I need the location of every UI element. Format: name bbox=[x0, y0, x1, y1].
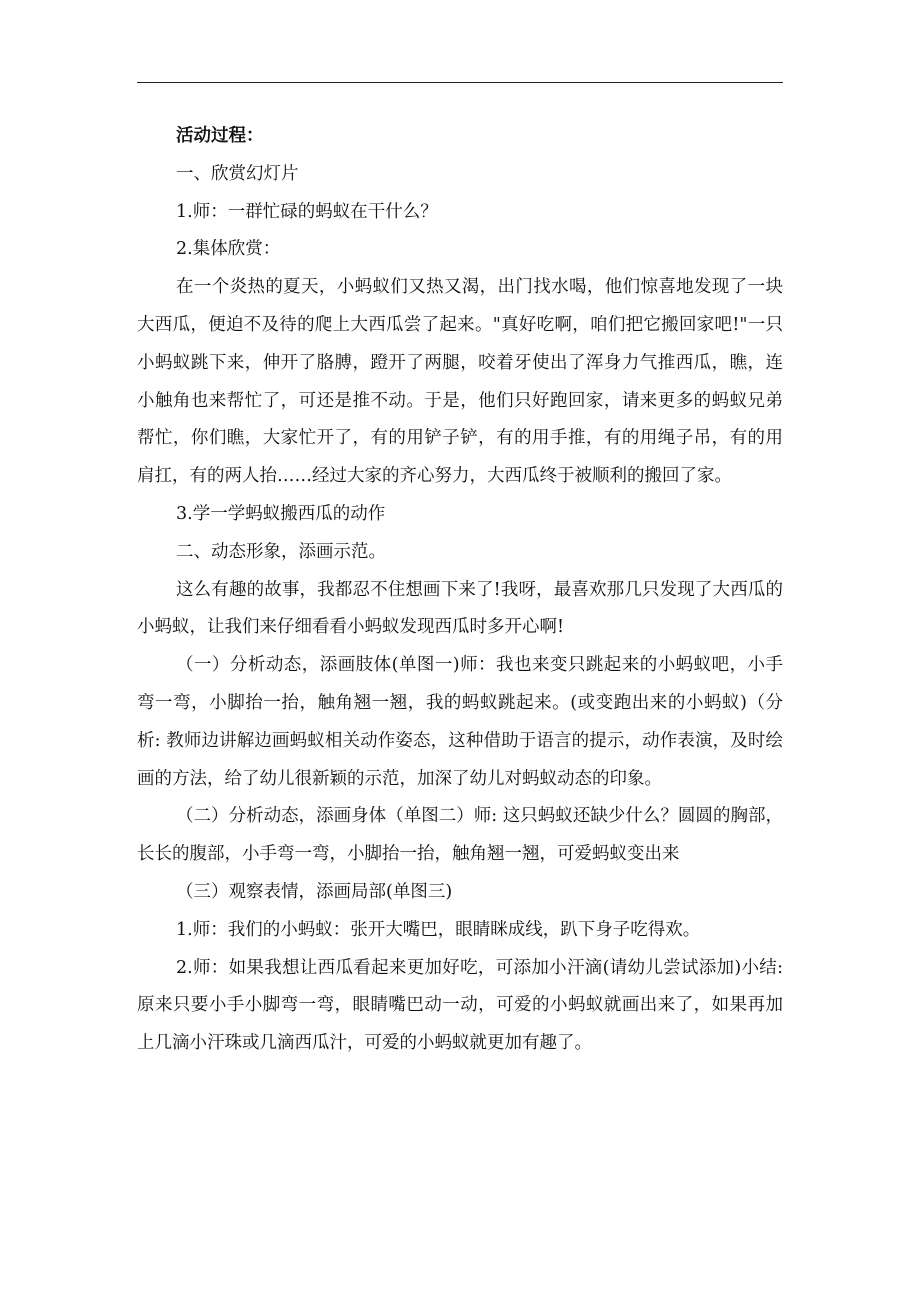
sub-section-2: （二）分析动态，添画身体（单图二）师: 这只蚂蚁还缺少什么？圆圆的胸部，长长的腹部，小手弯一弯，小脚抬一抬，触角翘一翘，可爱蚂蚁变出来 bbox=[137, 806, 783, 865]
step-2: 2.集体欣赏： bbox=[176, 239, 281, 260]
step-3: 3.学一学蚂蚁搬西瓜的动作 bbox=[176, 503, 386, 524]
header-rule bbox=[137, 82, 783, 83]
sub-section-3: （三）观察表情，添画局部(单图三) bbox=[176, 881, 453, 902]
sub-step-2: 2.师：如果我想让西瓜看起来更加好吃，可添加小汗滴(请幼儿尝试添加)小结: 原来只要小手小脚弯一弯，眼睛嘴巴动一动，可爱的小蚂蚁就画出来了，如果再加上几滴小汗珠或几滴西瓜汁，可爱的小蚂蚁就更加有趣了。 bbox=[137, 957, 783, 1054]
section-title-1: 一、欣赏幻灯片 bbox=[176, 163, 299, 184]
section-title-2: 二、动态形象，添画示范。 bbox=[176, 541, 386, 562]
document-body bbox=[137, 118, 783, 1063]
sub-step-1: 1.师：我们的小蚂蚁：张开大嘴巴，眼睛眯成线，趴下身子吃得欢。 bbox=[176, 919, 701, 940]
step-1: 1.师：一群忙碌的蚂蚁在干什么？ bbox=[176, 201, 438, 222]
intro-paragraph: 这么有趣的故事，我都忍不住想画下来了!我呀，最喜欢那几只发现了大西瓜的小蚂蚁，让我们来仔细看看小蚂蚁发现西瓜时多开心啊! bbox=[137, 579, 783, 638]
section-heading: 活动过程： bbox=[176, 126, 264, 146]
story-paragraph: 在一个炎热的夏天，小蚂蚁们又热又渴，出门找水喝，他们惊喜地发现了一块大西瓜，便迫不及待的爬上大西瓜尝了起来。"真好吃啊，咱们把它搬回家吧!"一只小蚂蚁跳下来，伸开了胳膊，蹬开了两腿，咬着牙使出了浑身力气推西瓜，瞧，连小触角也来帮忙了，可还是推不动。于是，他们只好跑回家，请来更多的蚂蚁兄弟帮忙，你们瞧，大家忙开了，有的用铲子铲，有的用手推，有的用绳子吊，有的用肩扛，有的两人抬……经过大家的齐心努力，大西瓜终于被顺利的搬回了家。 bbox=[137, 277, 783, 487]
sub-section-1: （一）分析动态，添画肢体(单图一)师：我也来变只跳起来的小蚂蚁吧，小手弯一弯，小脚抬一抬，触角翘一翘，我的蚂蚁跳起来。(或变跑出来的小蚂蚁)（分析: 教师边讲解边画蚂蚁相关动作姿态，这种借助于语言的提示，动作表演，及时绘画的方法，给了幼儿很新颖的示范，加深了幼儿对蚂蚁动态的印象。 bbox=[137, 655, 783, 789]
